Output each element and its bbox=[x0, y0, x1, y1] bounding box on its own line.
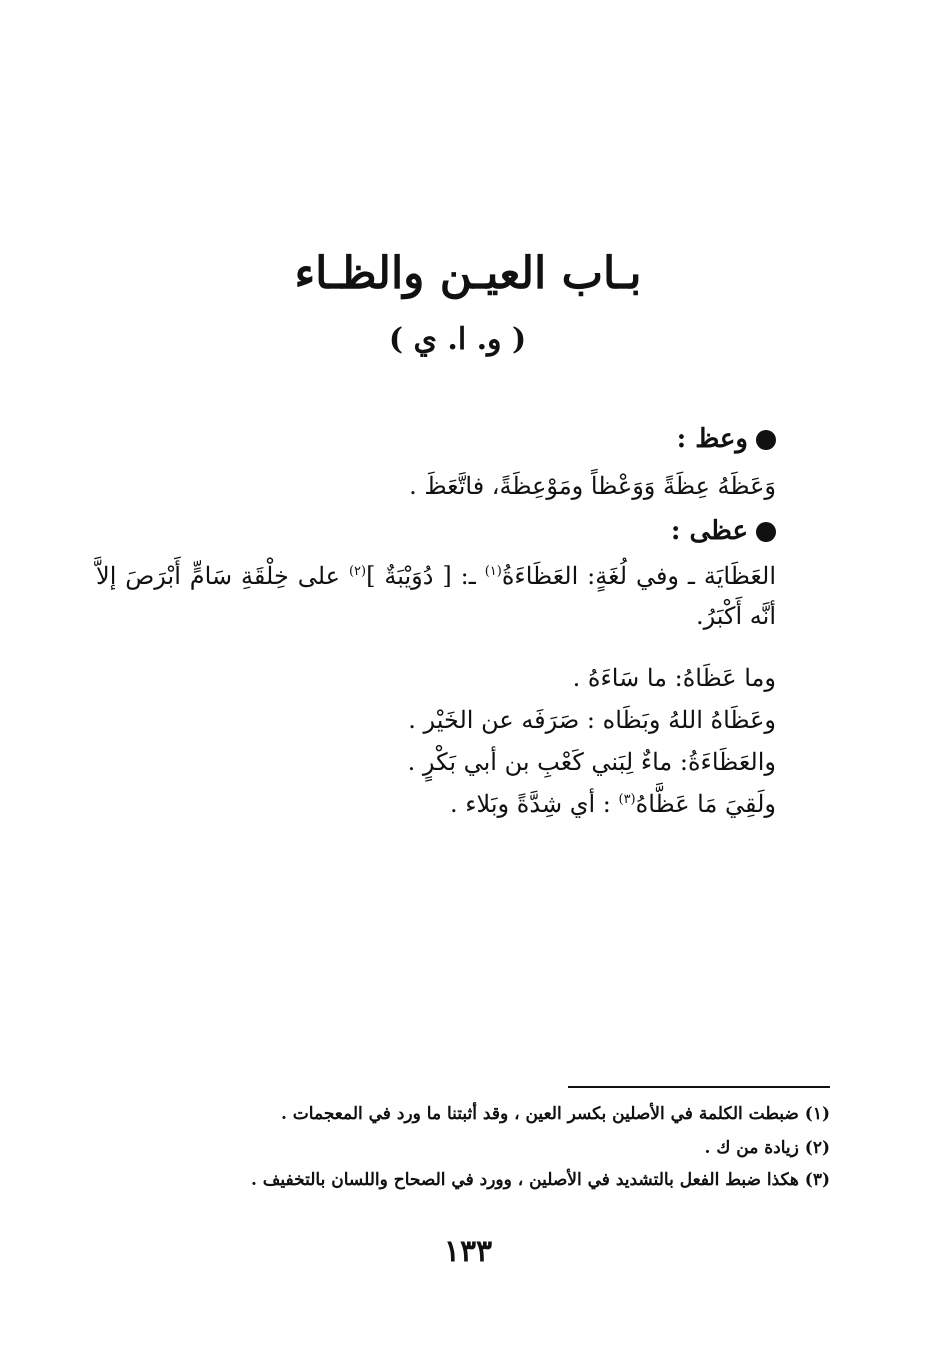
paragraph-text: على خِلْقَةِ سَامٍّ أَبْرَصَ إلاَّ أنَّه أَكْبَرُ. bbox=[96, 562, 776, 630]
footnote: (٢) زيادة من ك . bbox=[704, 1138, 830, 1158]
entry-line bbox=[450, 790, 776, 818]
bullet-icon bbox=[756, 522, 776, 542]
entry-heading-text: وعظ : bbox=[676, 424, 748, 454]
line-text: ولَقِيَ مَا عَظَّاهُ bbox=[635, 790, 776, 818]
paragraph-text: العَظَايَة ـ وفي لُغَةٍ: العَظَاءَةُ bbox=[501, 562, 776, 590]
footnote-marker: (٢) bbox=[348, 564, 367, 579]
entry-paragraph bbox=[96, 552, 776, 636]
line-text: : أي شِدَّةً وبَلاء . bbox=[450, 790, 619, 818]
entry-line: والعَظَاءَةُ: ماءٌ لِبَني كَعْبِ بن أبي بَكْرٍ . bbox=[407, 748, 776, 776]
footnote-separator bbox=[568, 1086, 830, 1088]
page-number: ١٣٣ bbox=[443, 1234, 493, 1269]
bullet-icon bbox=[756, 430, 776, 450]
entry-heading-text: عظى : bbox=[670, 516, 748, 546]
paragraph-text: ـ: [ دُوَيْبَةٌ ] bbox=[366, 562, 485, 590]
footnote-marker: (٣) bbox=[618, 792, 636, 807]
entry-line: وعَظَاهُ اللهُ وبَظَاه : صَرَفَه عن الخَيْر . bbox=[408, 706, 776, 734]
entry-line: وَعَظَهُ عِظَةً وَوَعْظاً ومَوْعِظَةً، فاتَّعَظَ . bbox=[409, 472, 776, 500]
chapter-title: بـاب العيـن والظـاء bbox=[294, 248, 642, 299]
chapter-root-letters: ( و. ا. ي ) bbox=[388, 322, 527, 357]
entry-heading-azaa bbox=[671, 516, 776, 546]
entry-heading-waaz bbox=[677, 424, 776, 454]
footnote: (١) ضبطت الكلمة في الأصلين بكسر العين ، وقد أثبتنا ما ورد في المعجمات . bbox=[280, 1104, 830, 1124]
footnote-marker: (١) bbox=[484, 564, 502, 579]
entry-line: وما عَظَاهُ: ما سَاءَهُ . bbox=[572, 664, 776, 692]
footnote: (٣) هكذا ضبط الفعل بالتشديد في الأصلين ، وورد في الصحاح واللسان بالتخفيف . bbox=[250, 1170, 830, 1190]
